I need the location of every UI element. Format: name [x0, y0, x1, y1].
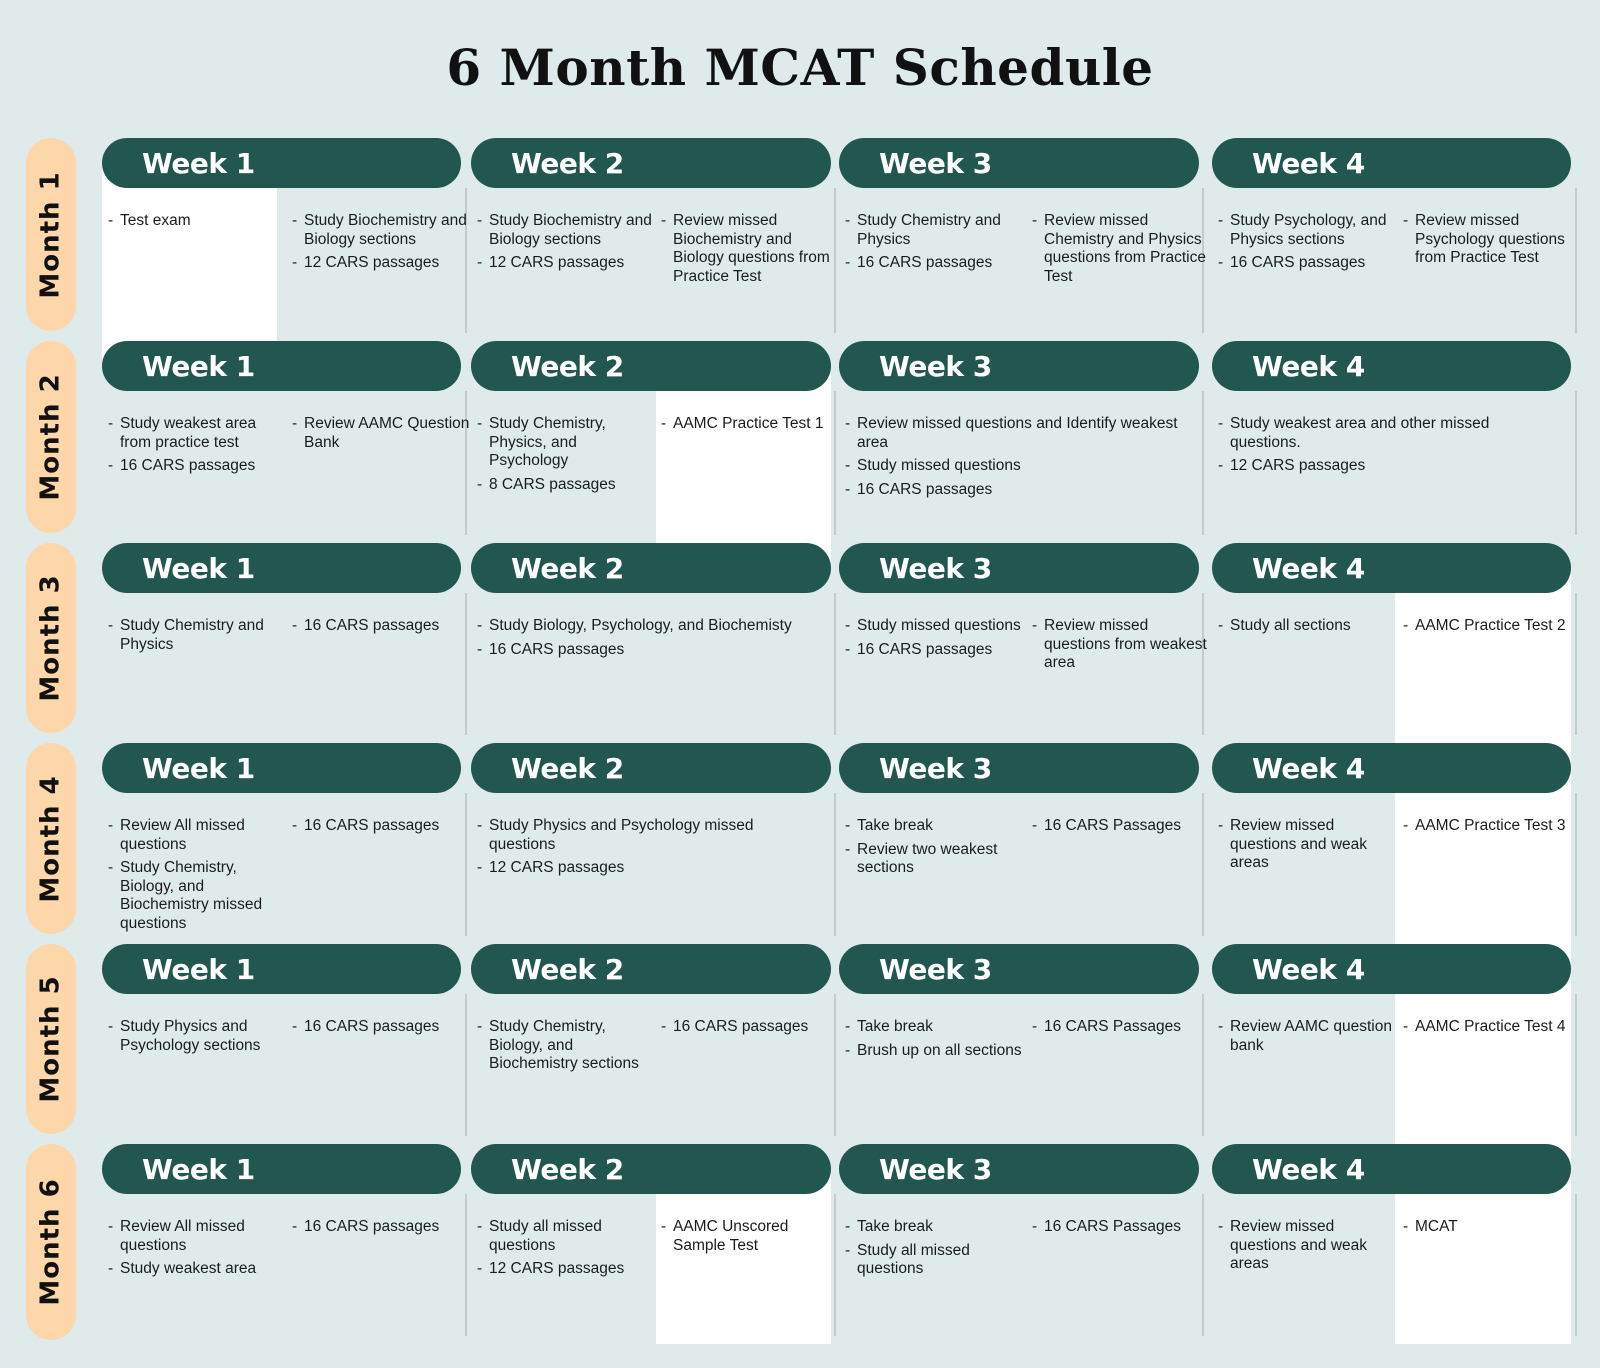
task-list-left [845, 1218, 1023, 1284]
task-list-right [1403, 1218, 1581, 1242]
task-list-left [477, 817, 817, 883]
task-list-left [1218, 1018, 1396, 1060]
week-label: Week 3 [879, 349, 992, 383]
week-divider [1575, 1194, 1577, 1336]
week-header [471, 743, 831, 793]
task-list-right [1032, 1218, 1210, 1242]
task-list-left [108, 617, 286, 659]
task-list-right [1403, 817, 1581, 841]
task-item: - 16 CARS passages [108, 457, 286, 476]
task-item: - Test exam [108, 212, 286, 231]
task-item: - Review All missed questions [108, 817, 286, 854]
task-list-left [477, 415, 655, 499]
week-header [471, 944, 831, 994]
week-label: Week 3 [879, 751, 992, 785]
highlight-block [102, 163, 277, 366]
week-label: Week 1 [142, 952, 255, 986]
task-item: - 16 CARS passages [845, 481, 1185, 500]
task-list-left [108, 817, 286, 938]
task-list-left [845, 817, 1023, 883]
task-item: - Study weakest area from practice test [108, 415, 286, 452]
month-label-6: Month 6 [26, 1144, 76, 1340]
task-list-right [292, 817, 470, 841]
week-divider [465, 793, 467, 936]
week-header [839, 543, 1199, 593]
week-label: Week 4 [1252, 751, 1365, 785]
task-list-left [108, 1018, 286, 1060]
week-divider [834, 593, 836, 735]
task-list-right [1032, 817, 1210, 841]
week-header [102, 341, 461, 391]
week-header [1212, 341, 1571, 391]
task-list-left [477, 617, 817, 664]
task-list-left [477, 1218, 655, 1284]
task-item: - 16 CARS passages [1218, 254, 1396, 273]
week-header [1212, 1144, 1571, 1194]
week-label: Week 1 [142, 146, 255, 180]
week-label: Week 2 [511, 551, 624, 585]
task-item: - AAMC Unscored Sample Test [661, 1218, 839, 1255]
task-item: - 16 CARS Passages [1032, 817, 1210, 836]
task-list-left [477, 1018, 655, 1079]
week-header [1212, 944, 1571, 994]
task-item: - AAMC Practice Test 2 [1403, 617, 1581, 636]
task-item: - 16 CARS passages [845, 641, 1023, 660]
task-list-right [292, 212, 470, 278]
task-item: - Study Biochemistry and Biology sections [292, 212, 470, 249]
highlight-block [1395, 1169, 1571, 1344]
week-header [102, 743, 461, 793]
task-list-right [661, 1018, 839, 1042]
task-item: - 16 CARS Passages [1032, 1218, 1210, 1237]
week-divider [1202, 1194, 1204, 1336]
task-item: - 8 CARS passages [477, 476, 655, 495]
task-item: - 16 CARS passages [292, 1018, 470, 1037]
task-item: - Review AAMC Question Bank [292, 415, 470, 452]
week-header [102, 944, 461, 994]
week-divider [465, 994, 467, 1136]
task-item: - Review missed Psychology questions from Practice Test [1403, 212, 1581, 268]
week-header [839, 341, 1199, 391]
week-divider [1575, 391, 1577, 535]
task-item: - Study weakest area [108, 1260, 286, 1279]
week-divider [465, 593, 467, 735]
month-label-1: Month 1 [26, 138, 76, 331]
task-item: - Study Chemistry, Biology, and Biochemistry sections [477, 1018, 655, 1074]
week-label: Week 4 [1252, 551, 1365, 585]
week-header [1212, 543, 1571, 593]
task-item: - Study Physics and Psychology missed questions [477, 817, 817, 854]
task-item: - AAMC Practice Test 1 [661, 415, 839, 434]
task-item: - Study Chemistry, Physics, and Psychology [477, 415, 655, 471]
highlight-block [1395, 969, 1571, 1169]
week-label: Week 1 [142, 349, 255, 383]
task-list-right [661, 212, 839, 291]
task-item: - Review missed questions and Identify weakest area [845, 415, 1185, 452]
task-list-left [845, 415, 1185, 504]
task-item: - 12 CARS passages [292, 254, 470, 273]
task-item: - Review missed questions and weak areas [1218, 1218, 1396, 1274]
task-list-left [1218, 212, 1396, 278]
task-list-right [292, 415, 470, 457]
task-item: - Review two weakest sections [845, 841, 1023, 878]
task-list-right [1032, 1018, 1210, 1042]
week-divider [1202, 994, 1204, 1136]
week-label: Week 2 [511, 1152, 624, 1186]
task-item: - Study Biochemistry and Biology sections [477, 212, 655, 249]
week-header [102, 138, 461, 188]
task-item: - Study all missed questions [845, 1242, 1023, 1279]
week-label: Week 2 [511, 751, 624, 785]
task-list-left [108, 415, 286, 481]
task-item: - 12 CARS passages [477, 1260, 655, 1279]
task-item: - 16 CARS passages [661, 1018, 839, 1037]
task-list-right [1403, 617, 1581, 641]
task-item: - Study Biology, Psychology, and Biochemisty [477, 617, 817, 636]
week-header [471, 341, 831, 391]
highlight-block [1395, 768, 1571, 969]
task-item: - Take break [845, 817, 1023, 836]
month-label-3: Month 3 [26, 543, 76, 733]
week-divider [1575, 994, 1577, 1136]
week-label: Week 4 [1252, 952, 1365, 986]
page-title: 6 Month MCAT Schedule [446, 38, 1154, 97]
task-item: - Study missed questions [845, 457, 1185, 476]
task-item: - 12 CARS passages [477, 859, 817, 878]
month-label-5: Month 5 [26, 944, 76, 1134]
week-divider [834, 994, 836, 1136]
task-item: - Study missed questions [845, 617, 1023, 636]
task-list-left [1218, 817, 1396, 878]
task-list-right [1032, 617, 1210, 678]
week-label: Week 2 [511, 349, 624, 383]
week-label: Week 1 [142, 1152, 255, 1186]
week-label: Week 4 [1252, 349, 1365, 383]
task-item: - Study all missed questions [477, 1218, 655, 1255]
week-header [102, 543, 461, 593]
task-list-left [845, 212, 1023, 278]
week-header [1212, 743, 1571, 793]
task-list-left [1218, 1218, 1396, 1279]
task-list-right [1032, 212, 1210, 291]
task-item: - Study Chemistry and Physics [108, 617, 286, 654]
task-list-left [845, 1018, 1023, 1065]
task-item: - MCAT [1403, 1218, 1581, 1237]
task-item: - Study Chemistry, Biology, and Biochemistry missed questions [108, 859, 286, 933]
task-item: - Take break [845, 1018, 1023, 1037]
task-item: - 16 CARS passages [292, 617, 470, 636]
week-label: Week 1 [142, 551, 255, 585]
task-list-right [292, 1018, 470, 1042]
week-divider [1202, 391, 1204, 535]
task-item: - Review missed Biochemistry and Biology questions from Practice Test [661, 212, 839, 286]
task-list-left [108, 1218, 286, 1284]
month-label-4: Month 4 [26, 743, 76, 934]
task-item: - Study weakest area and other missed questions. [1218, 415, 1558, 452]
week-divider [1202, 793, 1204, 936]
week-label: Week 1 [142, 751, 255, 785]
task-list-right [292, 1218, 470, 1242]
task-list-right [1403, 212, 1581, 273]
week-label: Week 3 [879, 146, 992, 180]
week-divider [465, 391, 467, 535]
week-divider [834, 793, 836, 936]
task-item: - Study Chemistry and Physics [845, 212, 1023, 249]
task-list-left [1218, 415, 1558, 481]
task-item: - Study Psychology, and Physics sections [1218, 212, 1396, 249]
week-header [839, 1144, 1199, 1194]
task-list-left [108, 212, 286, 236]
task-item: - Review missed questions and weak areas [1218, 817, 1396, 873]
week-header [471, 1144, 831, 1194]
task-list-left [845, 617, 1023, 664]
week-header [471, 543, 831, 593]
task-list-right [292, 617, 470, 641]
week-label: Week 2 [511, 146, 624, 180]
week-label: Week 3 [879, 551, 992, 585]
task-item: - 12 CARS passages [477, 254, 655, 273]
task-item: - Take break [845, 1218, 1023, 1237]
week-label: Week 2 [511, 952, 624, 986]
task-item: - Study all sections [1218, 617, 1396, 636]
week-divider [1575, 793, 1577, 936]
week-header [839, 743, 1199, 793]
task-item: - Review All missed questions [108, 1218, 286, 1255]
month-label-2: Month 2 [26, 341, 76, 533]
task-item: - 16 CARS passages [477, 641, 817, 660]
week-header [839, 944, 1199, 994]
week-header [839, 138, 1199, 188]
task-item: - 16 CARS passages [845, 254, 1023, 273]
task-list-right [661, 1218, 839, 1260]
task-item: - AAMC Practice Test 4 [1403, 1018, 1581, 1037]
task-item: - Review AAMC question bank [1218, 1018, 1396, 1055]
week-header [471, 138, 831, 188]
task-item: - 16 CARS Passages [1032, 1018, 1210, 1037]
task-item: - Review missed Chemistry and Physics questions from Practice Test [1032, 212, 1210, 286]
week-divider [465, 1194, 467, 1336]
week-label: Week 4 [1252, 146, 1365, 180]
task-item: - 16 CARS passages [292, 817, 470, 836]
task-list-right [661, 415, 839, 439]
task-list-left [477, 212, 655, 278]
week-divider [834, 1194, 836, 1336]
week-label: Week 4 [1252, 1152, 1365, 1186]
week-header [102, 1144, 461, 1194]
task-item: - AAMC Practice Test 3 [1403, 817, 1581, 836]
week-divider [1575, 593, 1577, 735]
task-item: - 16 CARS passages [292, 1218, 470, 1237]
task-item: - Review missed questions from weakest area [1032, 617, 1210, 673]
task-item: - Study Physics and Psychology sections [108, 1018, 286, 1055]
week-label: Week 3 [879, 1152, 992, 1186]
task-list-right [1403, 1018, 1581, 1042]
highlight-block [656, 366, 831, 568]
task-list-left [1218, 617, 1396, 641]
task-item: - Brush up on all sections [845, 1042, 1023, 1061]
week-header [1212, 138, 1571, 188]
week-label: Week 3 [879, 952, 992, 986]
task-item: - 12 CARS passages [1218, 457, 1558, 476]
highlight-block [1395, 568, 1571, 768]
week-divider [834, 391, 836, 535]
